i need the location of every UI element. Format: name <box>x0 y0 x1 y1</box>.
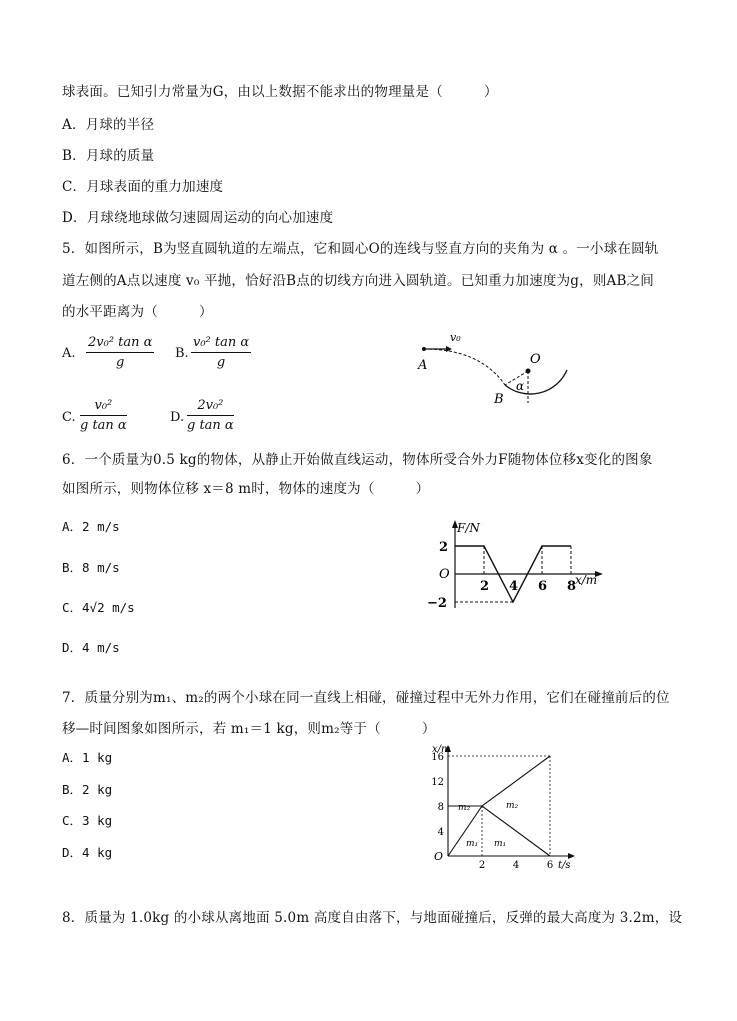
q6-xtick-6: 6 <box>538 579 548 594</box>
q5-label-alpha: α <box>516 379 525 393</box>
q5-figure <box>410 325 580 415</box>
q4-option-a: A．月球的半径 <box>62 117 155 133</box>
q7-stem-line1: 7．质量分别为m₁、m₂的两个小球在同一直线上相碰，碰撞过程中无外力作用，它们在碰撞前后的位 <box>62 690 670 706</box>
q6-option-a: A．2 m/s <box>62 519 120 534</box>
q5-option-d-label: D. <box>170 410 185 425</box>
q5-option-b-numerator: v₀² tan α <box>191 335 251 353</box>
q5-circular-track <box>505 370 567 394</box>
q7-label-m2-after: m₂ <box>506 801 519 811</box>
q5-stem-line2: 道左侧的A点以速度 v₀ 平抛，恰好沿B点的切线方向进入圆轨道。已知重力加速度为g，则AB之间 <box>62 273 655 289</box>
q8-stem-line1: 8．质量为 1.0kg 的小球从离地面 5.0m 高度自由落下，与地面碰撞后，反弹的最大高度为 3.2m，设 <box>62 910 683 926</box>
q7-option-b: B．2 kg <box>62 782 113 797</box>
q6-ylabel: F/N <box>457 521 480 535</box>
q7-ytick-16: 16 <box>431 752 444 763</box>
q5-option-c-numerator: v₀² <box>80 398 127 416</box>
q7-label-m2-before: m₂ <box>458 803 471 813</box>
q5-option-c-fraction <box>80 398 127 433</box>
q6-stem-line1: 6．一个质量为0.5 kg的物体，从静止开始做直线运动，物体所受合外力F随物体位移x变化的图象 <box>62 452 653 468</box>
q5-label-b: B <box>494 392 504 407</box>
q5-option-a-denominator: g <box>116 355 125 370</box>
q6-ytick-2: 2 <box>439 540 449 555</box>
q6-option-c: C．4√2 m/s <box>62 600 135 615</box>
q5-option-a-label: A. <box>62 346 76 361</box>
q5-option-b-fraction <box>191 335 251 370</box>
q7-m2-series <box>448 756 550 806</box>
q7-origin: O <box>434 850 444 863</box>
q6-xtick-4: 4 <box>509 579 519 594</box>
q5-option-b-label: B. <box>175 346 189 361</box>
q6-xlabel: x/m <box>575 573 598 587</box>
q5-option-b-denominator: g <box>216 355 226 370</box>
q7-option-d: D．4 kg <box>62 845 113 860</box>
q7-label-m1-before: m₁ <box>466 839 479 849</box>
q5-option-d-numerator: 2v₀² <box>187 398 234 416</box>
q7-xlabel: t/s <box>558 860 571 871</box>
q7-xtick-6: 6 <box>546 860 554 871</box>
q6-chart <box>425 518 605 613</box>
q6-stem-line2: 如图所示，则物体位移 x＝8 m时，物体的速度为（ ） <box>62 481 430 497</box>
q5-option-a-numerator: 2v₀² tan α <box>86 335 154 353</box>
q5-label-a: A <box>418 358 428 373</box>
q6-option-b: B．8 m/s <box>62 560 120 575</box>
q7-ytick-12: 12 <box>431 777 444 788</box>
q7-ylabel: x/m <box>432 744 451 755</box>
q7-chart <box>420 742 580 872</box>
q7-label-m1-after: m₁ <box>494 839 507 849</box>
q5-option-a-fraction <box>86 335 154 370</box>
q6-xtick-8: 8 <box>567 579 577 594</box>
q7-ytick-4: 4 <box>437 827 444 838</box>
q7-stem-line2: 移—时间图象如图所示，若 m₁＝1 kg，则m₂等于（ ） <box>62 721 436 737</box>
q7-x-arrow <box>568 853 575 859</box>
q5-label-v0: v₀ <box>450 331 461 344</box>
q6-option-d: D．4 m/s <box>62 640 120 655</box>
q5-stem-line1: 5．如图所示，B为竖直圆轨道的左端点，它和圆心O的连线与竖直方向的夹角为 α 。一小球在圆轨 <box>62 241 659 257</box>
q7-option-c: C．3 kg <box>62 813 113 828</box>
q5-option-d-fraction <box>187 398 234 433</box>
q6-xtick-2: 2 <box>480 579 490 594</box>
q5-trajectory <box>424 349 505 385</box>
q6-origin: O <box>439 567 450 582</box>
q7-xtick-2: 2 <box>478 860 486 871</box>
q4-stem: 球表面。已知引力常量为G，由以上数据不能求出的物理量是（ ） <box>62 84 498 100</box>
q5-option-c-label: C. <box>62 410 76 425</box>
q4-option-d: D．月球绕地球做匀速圆周运动的向心加速度 <box>62 210 334 226</box>
q4-option-b: B．月球的质量 <box>62 148 155 164</box>
q7-option-a: A．1 kg <box>62 750 113 765</box>
q6-ytick-neg2: −2 <box>427 596 447 611</box>
q4-option-c: C．月球表面的重力加速度 <box>62 179 224 195</box>
q5-label-o: O <box>530 352 541 367</box>
q7-xtick-4: 4 <box>512 860 520 871</box>
q5-stem-line3: 的水平距离为（ ） <box>62 304 213 320</box>
q5-option-d-denominator: g tan α <box>187 418 234 433</box>
q5-option-c-denominator: g tan α <box>80 418 127 433</box>
q7-ytick-8: 8 <box>437 802 444 813</box>
